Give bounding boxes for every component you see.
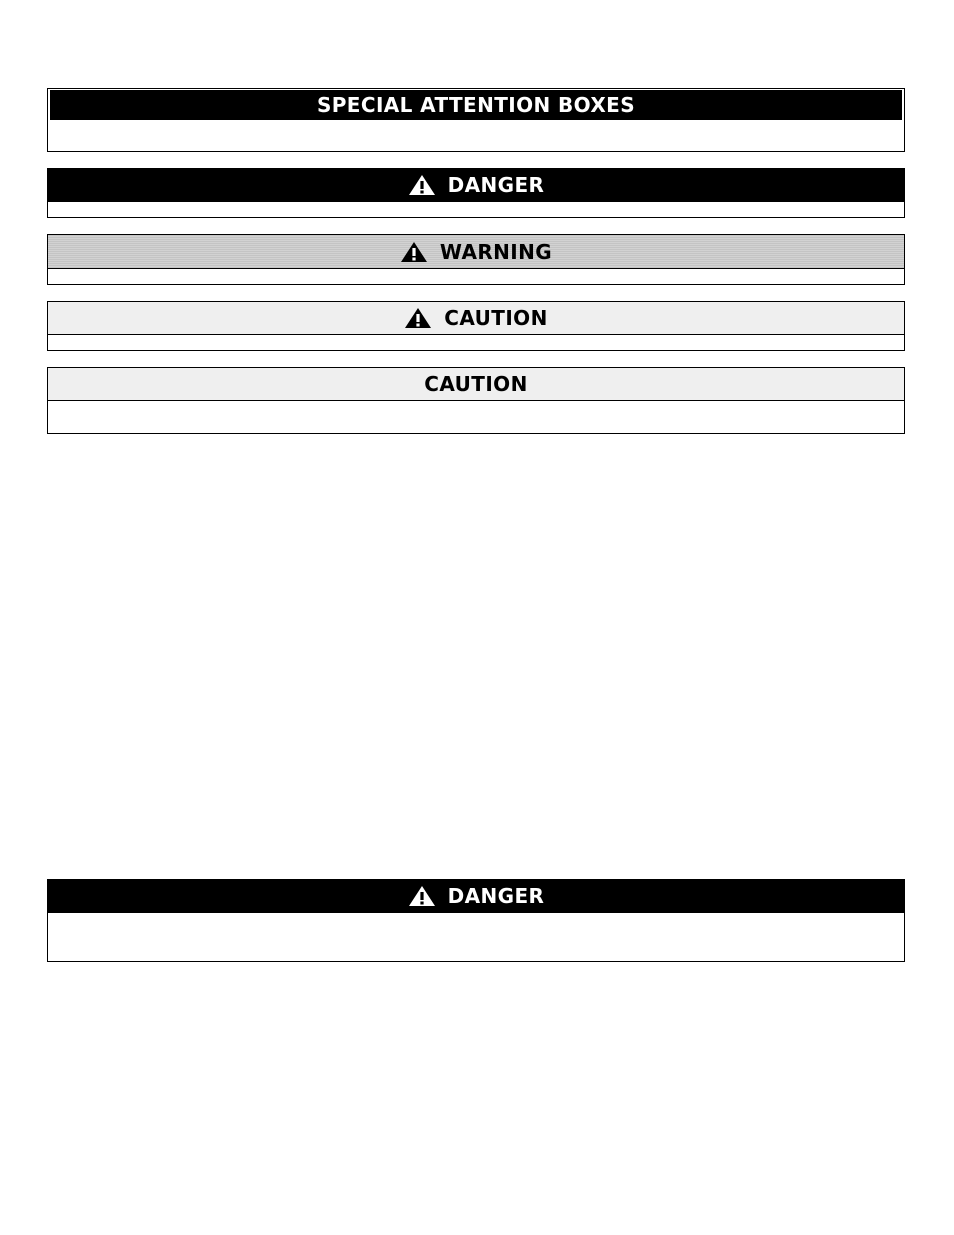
warning-triangle-icon bbox=[404, 307, 432, 329]
caution-box-no-icon bbox=[47, 367, 905, 434]
box-header bbox=[48, 302, 904, 335]
warning-triangle-icon bbox=[408, 885, 436, 907]
danger-box bbox=[47, 168, 905, 218]
special-attention-box bbox=[47, 88, 905, 152]
box-header bbox=[48, 169, 904, 202]
box-title: CAUTION bbox=[424, 372, 528, 396]
warning-triangle-icon bbox=[400, 241, 428, 263]
warning-triangle-icon bbox=[408, 174, 436, 196]
box-header bbox=[48, 880, 904, 913]
box-title: DANGER bbox=[447, 884, 545, 908]
warning-box bbox=[47, 234, 905, 285]
danger-box bbox=[47, 879, 905, 962]
box-title: DANGER bbox=[447, 173, 545, 197]
box-title: CAUTION bbox=[444, 306, 548, 330]
box-header bbox=[48, 235, 904, 269]
box-body bbox=[48, 120, 904, 151]
box-header bbox=[48, 368, 904, 401]
box-title: WARNING bbox=[439, 239, 553, 264]
box-header bbox=[50, 90, 902, 120]
caution-box bbox=[47, 301, 905, 351]
box-title: SPECIAL ATTENTION BOXES bbox=[316, 92, 636, 117]
